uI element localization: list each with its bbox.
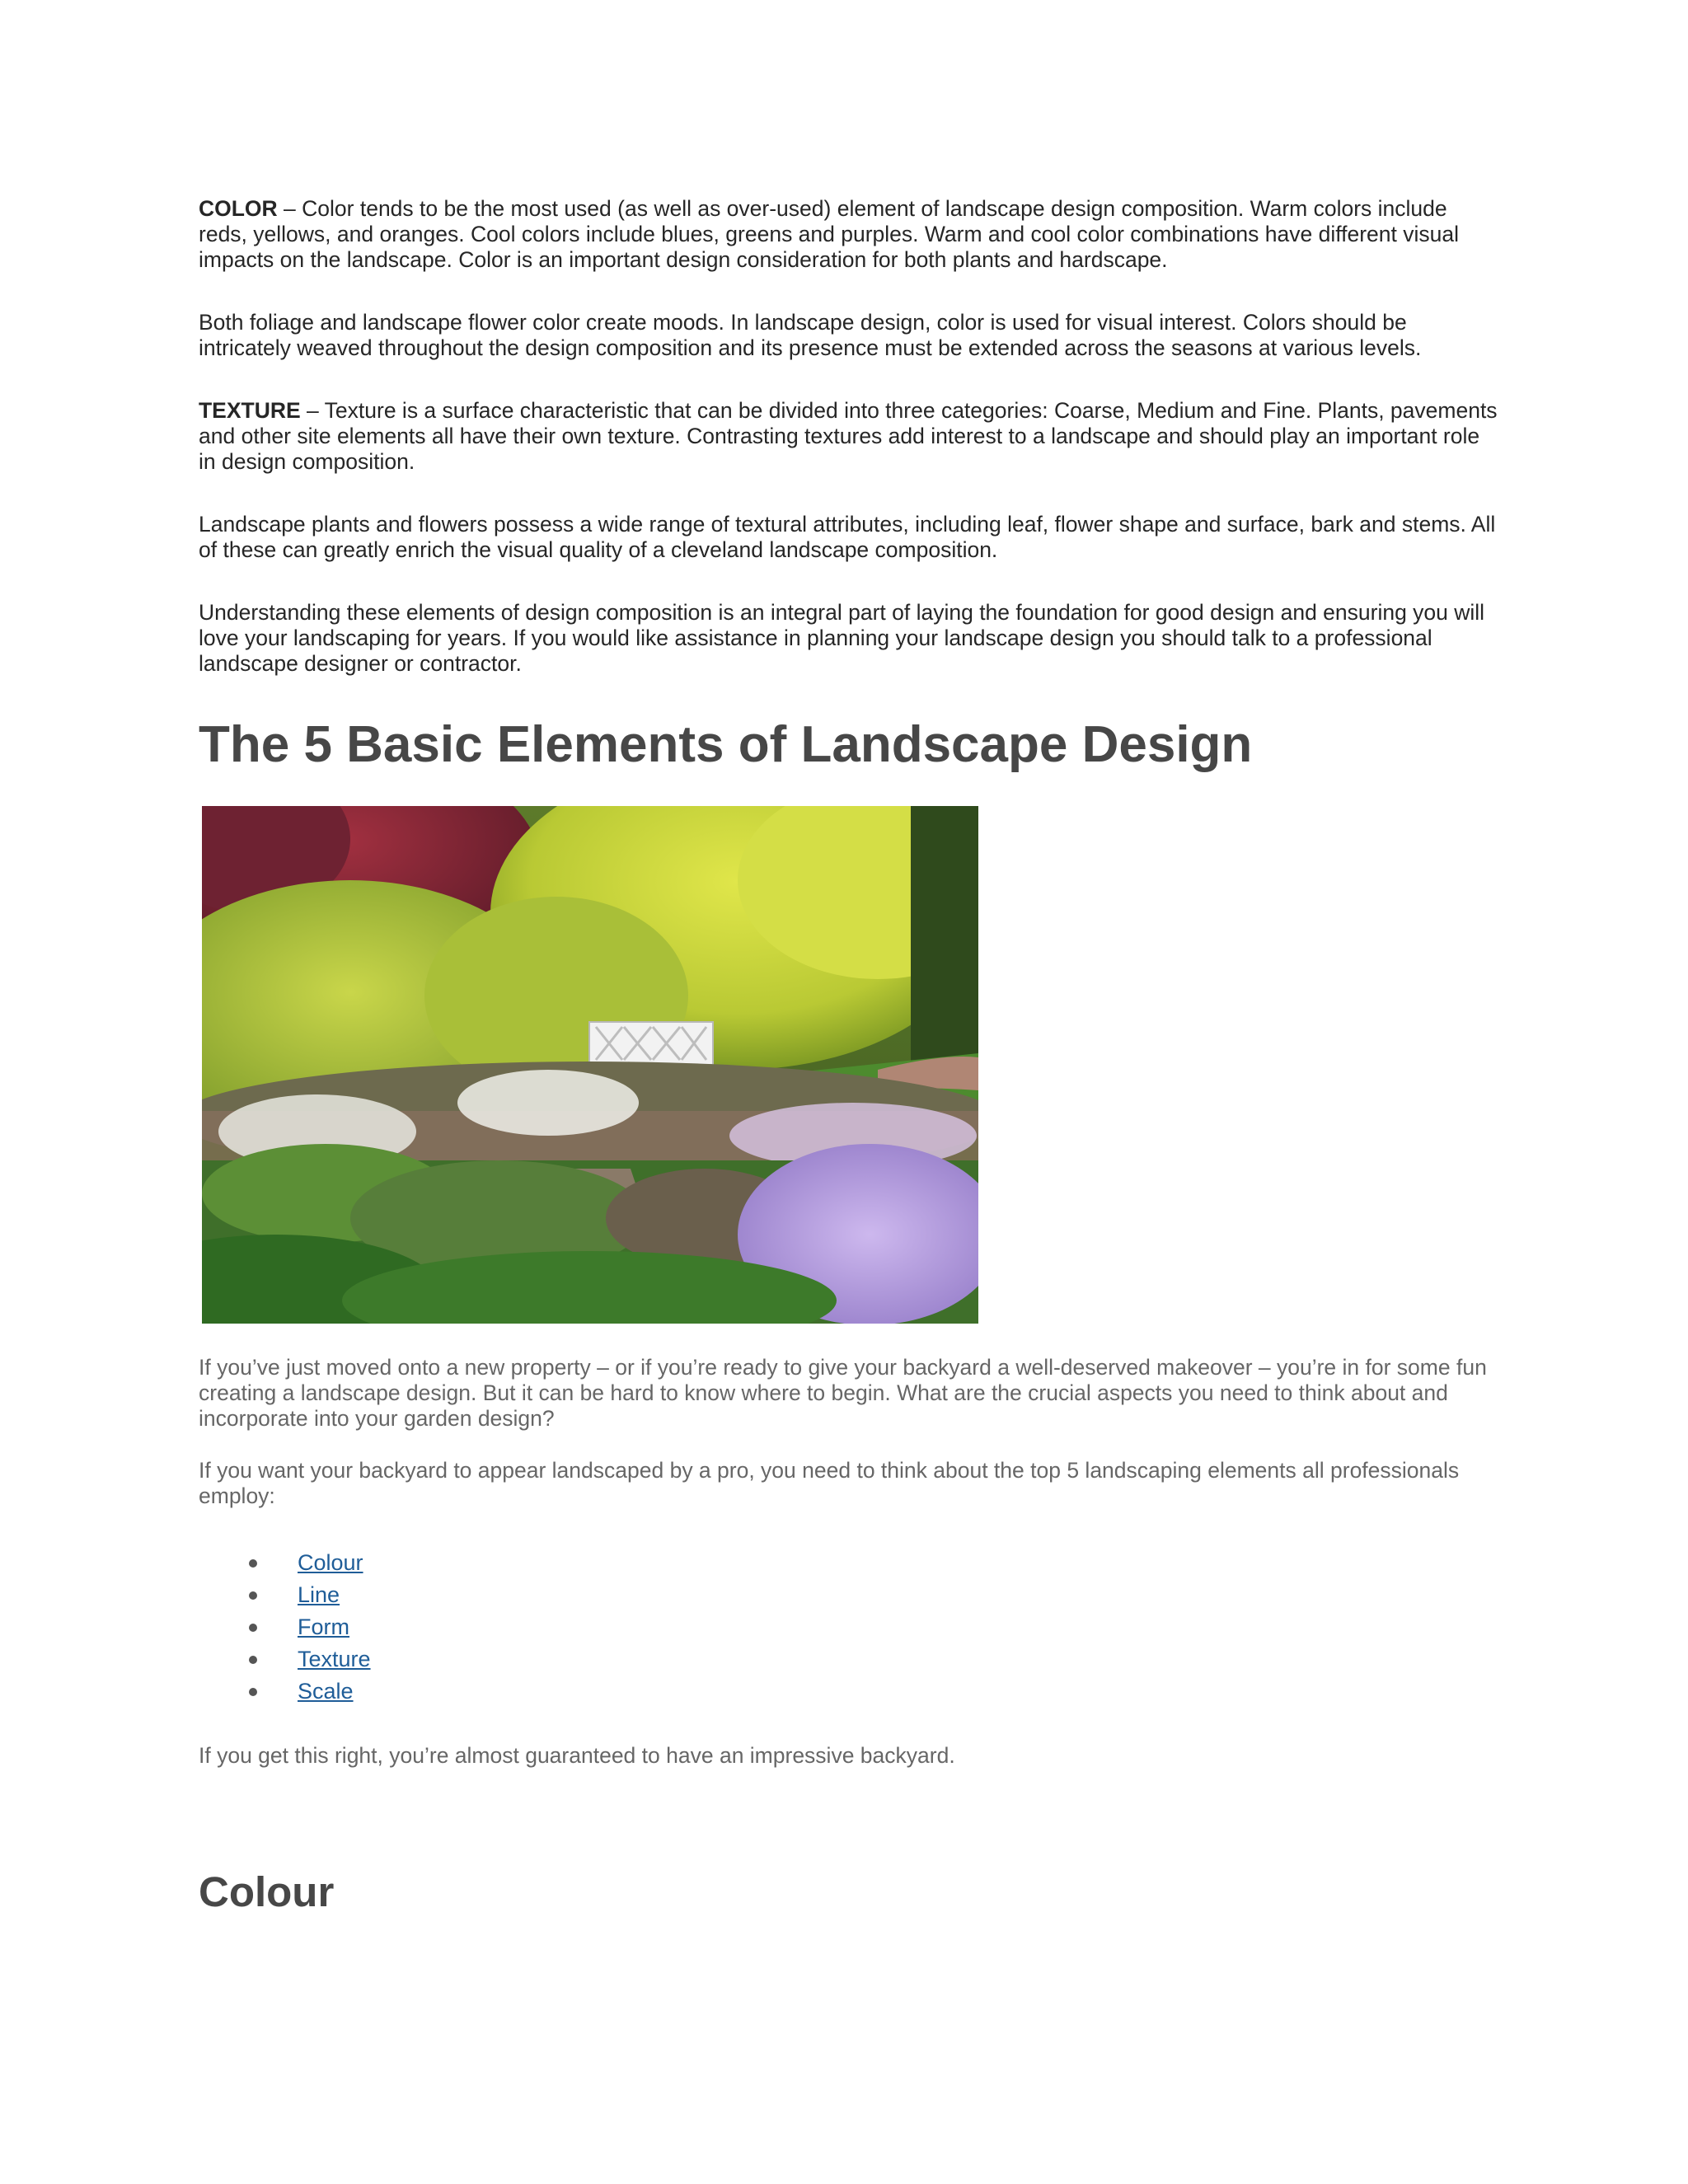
- list-item: [199, 1643, 1501, 1675]
- list-item: [199, 1611, 1501, 1643]
- garden-photo: [202, 806, 978, 1324]
- intro-paragraph-2: If you want your backyard to appear landscaped by a pro, you need to think about the top 5 landscaping elements all professionals employ:: [199, 1458, 1460, 1508]
- color-moods-paragraph: Both foliage and landscape flower color create moods. In landscape design, color is used for visual interest. Colors should be intricately weaved throughout the design composition and its presence must be extended across the seasons at various levels.: [199, 310, 1422, 360]
- document-page: [199, 196, 1501, 1917]
- link-form[interactable]: Form: [298, 1615, 349, 1639]
- color-paragraph: [199, 196, 1501, 273]
- link-line[interactable]: Line: [298, 1582, 340, 1607]
- color-label: COLOR: [199, 196, 278, 221]
- bullet-icon: [249, 1559, 257, 1568]
- texture-paragraph: [199, 398, 1501, 475]
- link-texture[interactable]: Texture: [298, 1647, 371, 1671]
- texture-label: TEXTURE: [199, 398, 301, 423]
- bullet-icon: [249, 1624, 257, 1632]
- closing-paragraph: If you get this right, you’re almost guaranteed to have an impressive backyard.: [199, 1743, 955, 1768]
- bullet-icon: [249, 1688, 257, 1696]
- article-title: The 5 Basic Elements of Landscape Design: [199, 716, 1253, 773]
- texture-plants-paragraph: Landscape plants and flowers possess a wide range of textural attributes, including leaf, flower shape and surface, bark and stems. All of these can greatly enrich the visual quality of a cleveland landscape composition.: [199, 512, 1496, 562]
- section-heading-colour: Colour: [199, 1868, 335, 1915]
- link-colour[interactable]: Colour: [298, 1550, 363, 1575]
- list-item: [199, 1675, 1501, 1708]
- list-item: [199, 1579, 1501, 1611]
- bullet-icon: [249, 1591, 257, 1600]
- link-scale[interactable]: Scale: [298, 1679, 354, 1704]
- understanding-paragraph: Understanding these elements of design composition is an integral part of laying the foundation for good design and ensuring you will love your landscaping for years. If you would like assistance in planning your landscape design you should talk to a professional landscape designer or contractor.: [199, 600, 1485, 676]
- bullet-icon: [249, 1656, 257, 1664]
- color-text: – Color tends to be the most used (as well as over-used) element of landscape design composition. Warm colors include reds, yellows, and oranges. Cool colors include blues, greens and purples. Warm and cool color combinations have different visual impacts on the landscape. Color is an important design consideration for both plants and hardscape.: [199, 196, 1459, 272]
- list-item: [199, 1547, 1501, 1579]
- texture-text: – Texture is a surface characteristic that can be divided into three categories: Coarse, Medium and Fine. Plants, pavements and other site elements all have their own texture. Contrasting textures add interest to a landscape and should play an important role in design composition.: [199, 398, 1498, 474]
- intro-paragraph-1: If you’ve just moved onto a new property – or if you’re ready to give your backyard a well-deserved makeover – you’re in for some fun creating a landscape design. But it can be hard to know where to begin. What are the crucial aspects you need to think about and incorporate into your garden design?: [199, 1355, 1487, 1431]
- elements-list: [199, 1547, 1501, 1708]
